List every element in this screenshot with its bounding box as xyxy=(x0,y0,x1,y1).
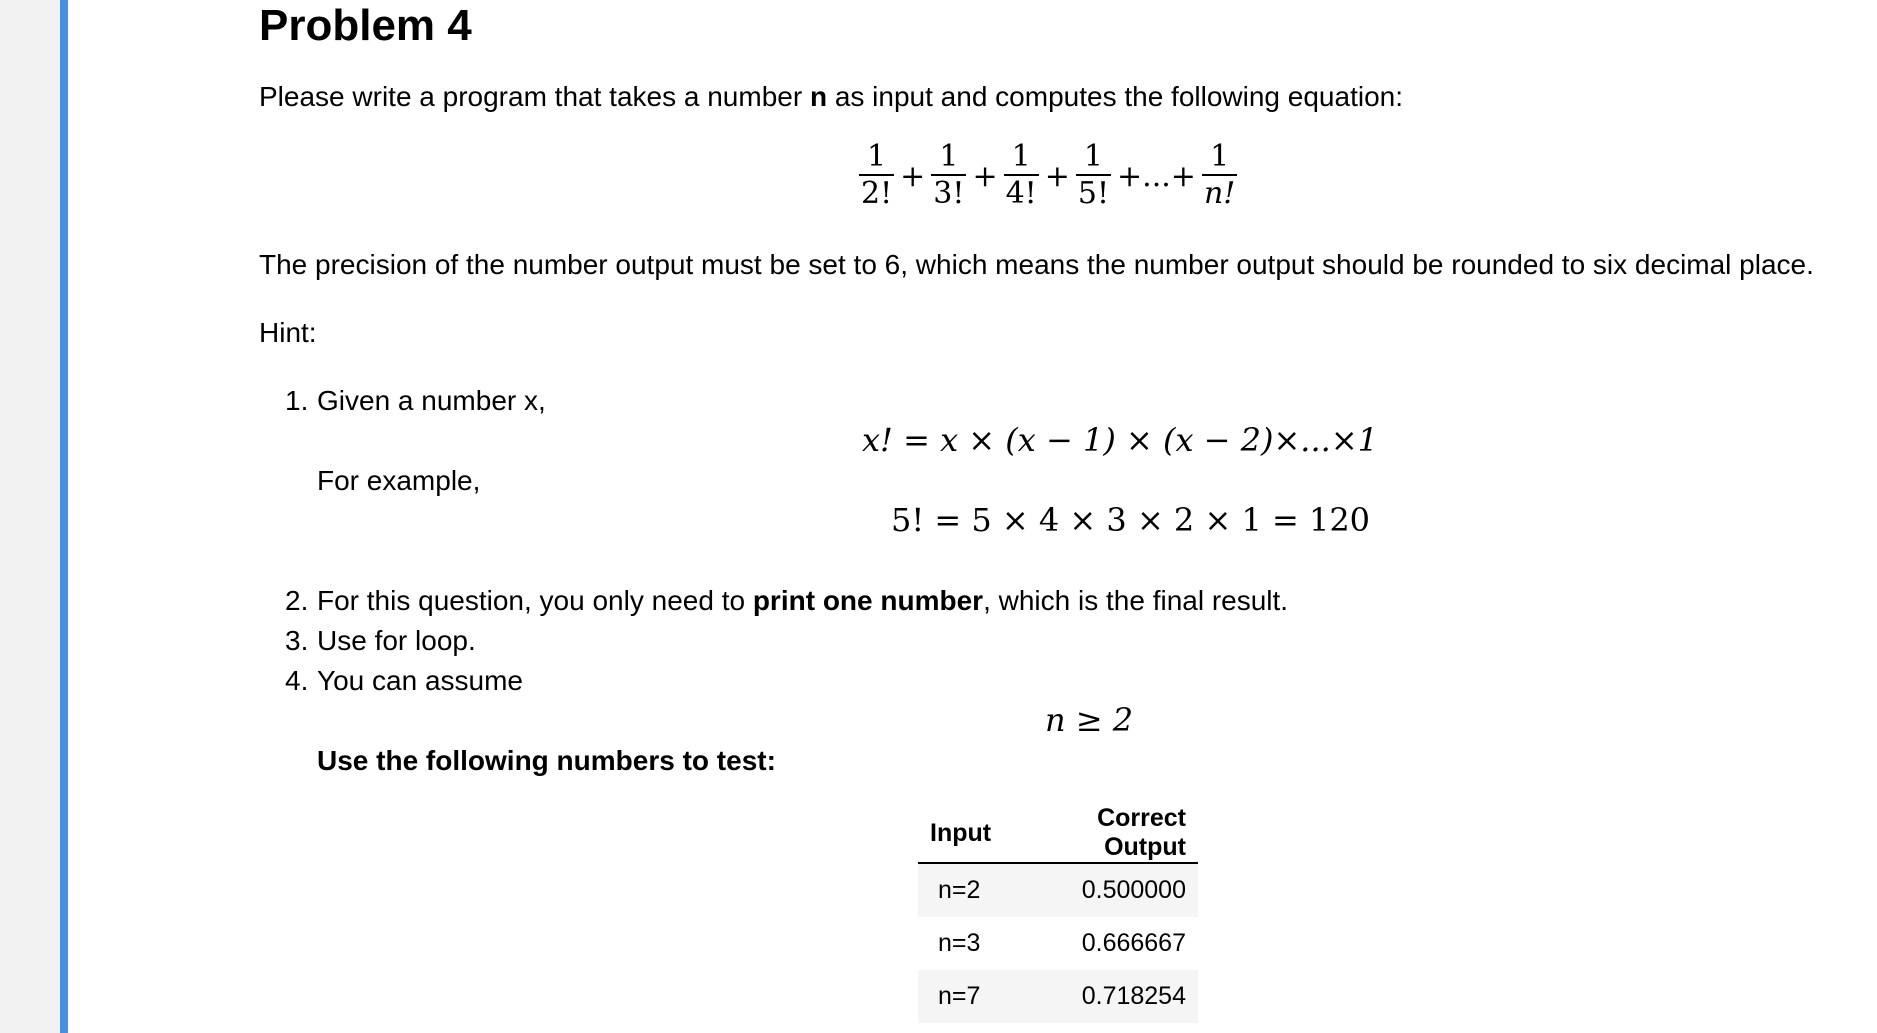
input-cell: n=3 xyxy=(938,929,981,957)
hint-item-3: 3. Use for loop. xyxy=(285,625,476,656)
output-cell: 0.500000 xyxy=(1003,863,1198,917)
plus-sign: + xyxy=(972,158,998,194)
factorial-formula: x! = x × (x − 1) × (x − 2)×...×1 xyxy=(862,421,1378,459)
fraction-term: $\frac{1}{5!}$ xyxy=(1077,139,1110,211)
plus-sign: + xyxy=(1044,158,1070,194)
column-header-output: Correct Output xyxy=(1003,804,1198,863)
page-title: Problem 4 xyxy=(259,1,472,50)
ellipsis-sign: +...+ xyxy=(1117,158,1196,194)
hint-item-2: 2. For this question, you only need to print one number, which is the final result. xyxy=(285,585,1289,616)
problem-intro: Please write a program that takes a number n as input and computes the following equation: xyxy=(259,81,1403,112)
markdown-cell[interactable] xyxy=(259,0,1859,1033)
input-cell: n=7 xyxy=(918,970,1003,1023)
table-header-row xyxy=(918,804,1198,863)
notebook-left-gutter xyxy=(0,0,60,1033)
output-cell: 0.666667 xyxy=(1081,929,1186,957)
table-row xyxy=(918,863,1198,917)
column-header-input: Input xyxy=(918,804,1003,863)
hint-label: Hint: xyxy=(259,317,317,348)
input-cell: n=2 xyxy=(918,863,1003,917)
hint-item-1: 1. Given a number x, xyxy=(285,385,546,416)
factorial-example: 5! = 5 × 4 × 3 × 2 × 1 = 120 xyxy=(891,501,1371,539)
fraction-term: $\frac{1}{2!}$ xyxy=(861,139,893,211)
variable-n: n xyxy=(809,81,828,112)
output-cell: 0.718254 xyxy=(1003,970,1198,1023)
series-equation xyxy=(857,140,1239,212)
plus-sign: + xyxy=(900,158,926,194)
hint-item-4: 4. You can assume xyxy=(285,665,523,696)
table-row xyxy=(918,970,1198,1023)
selected-cell-indicator[interactable] xyxy=(60,0,68,1033)
fraction-term: $\frac{1}{3!}$ xyxy=(933,139,965,211)
example-label: For example, xyxy=(317,465,481,496)
assumption-formula: n ≥ 2 xyxy=(1045,701,1134,739)
precision-note: The precision of the number output must be set to 6, which means the number output should be rounded to six decimal place. xyxy=(259,249,1814,280)
fraction-term: $\frac{1}{4!}$ xyxy=(1005,139,1037,211)
fraction-term: $\frac{1}{n!}$ xyxy=(1203,139,1236,211)
table-row xyxy=(918,917,1198,970)
test-label: Use the following numbers to test: xyxy=(317,745,776,776)
test-cases-table xyxy=(918,804,1198,1023)
